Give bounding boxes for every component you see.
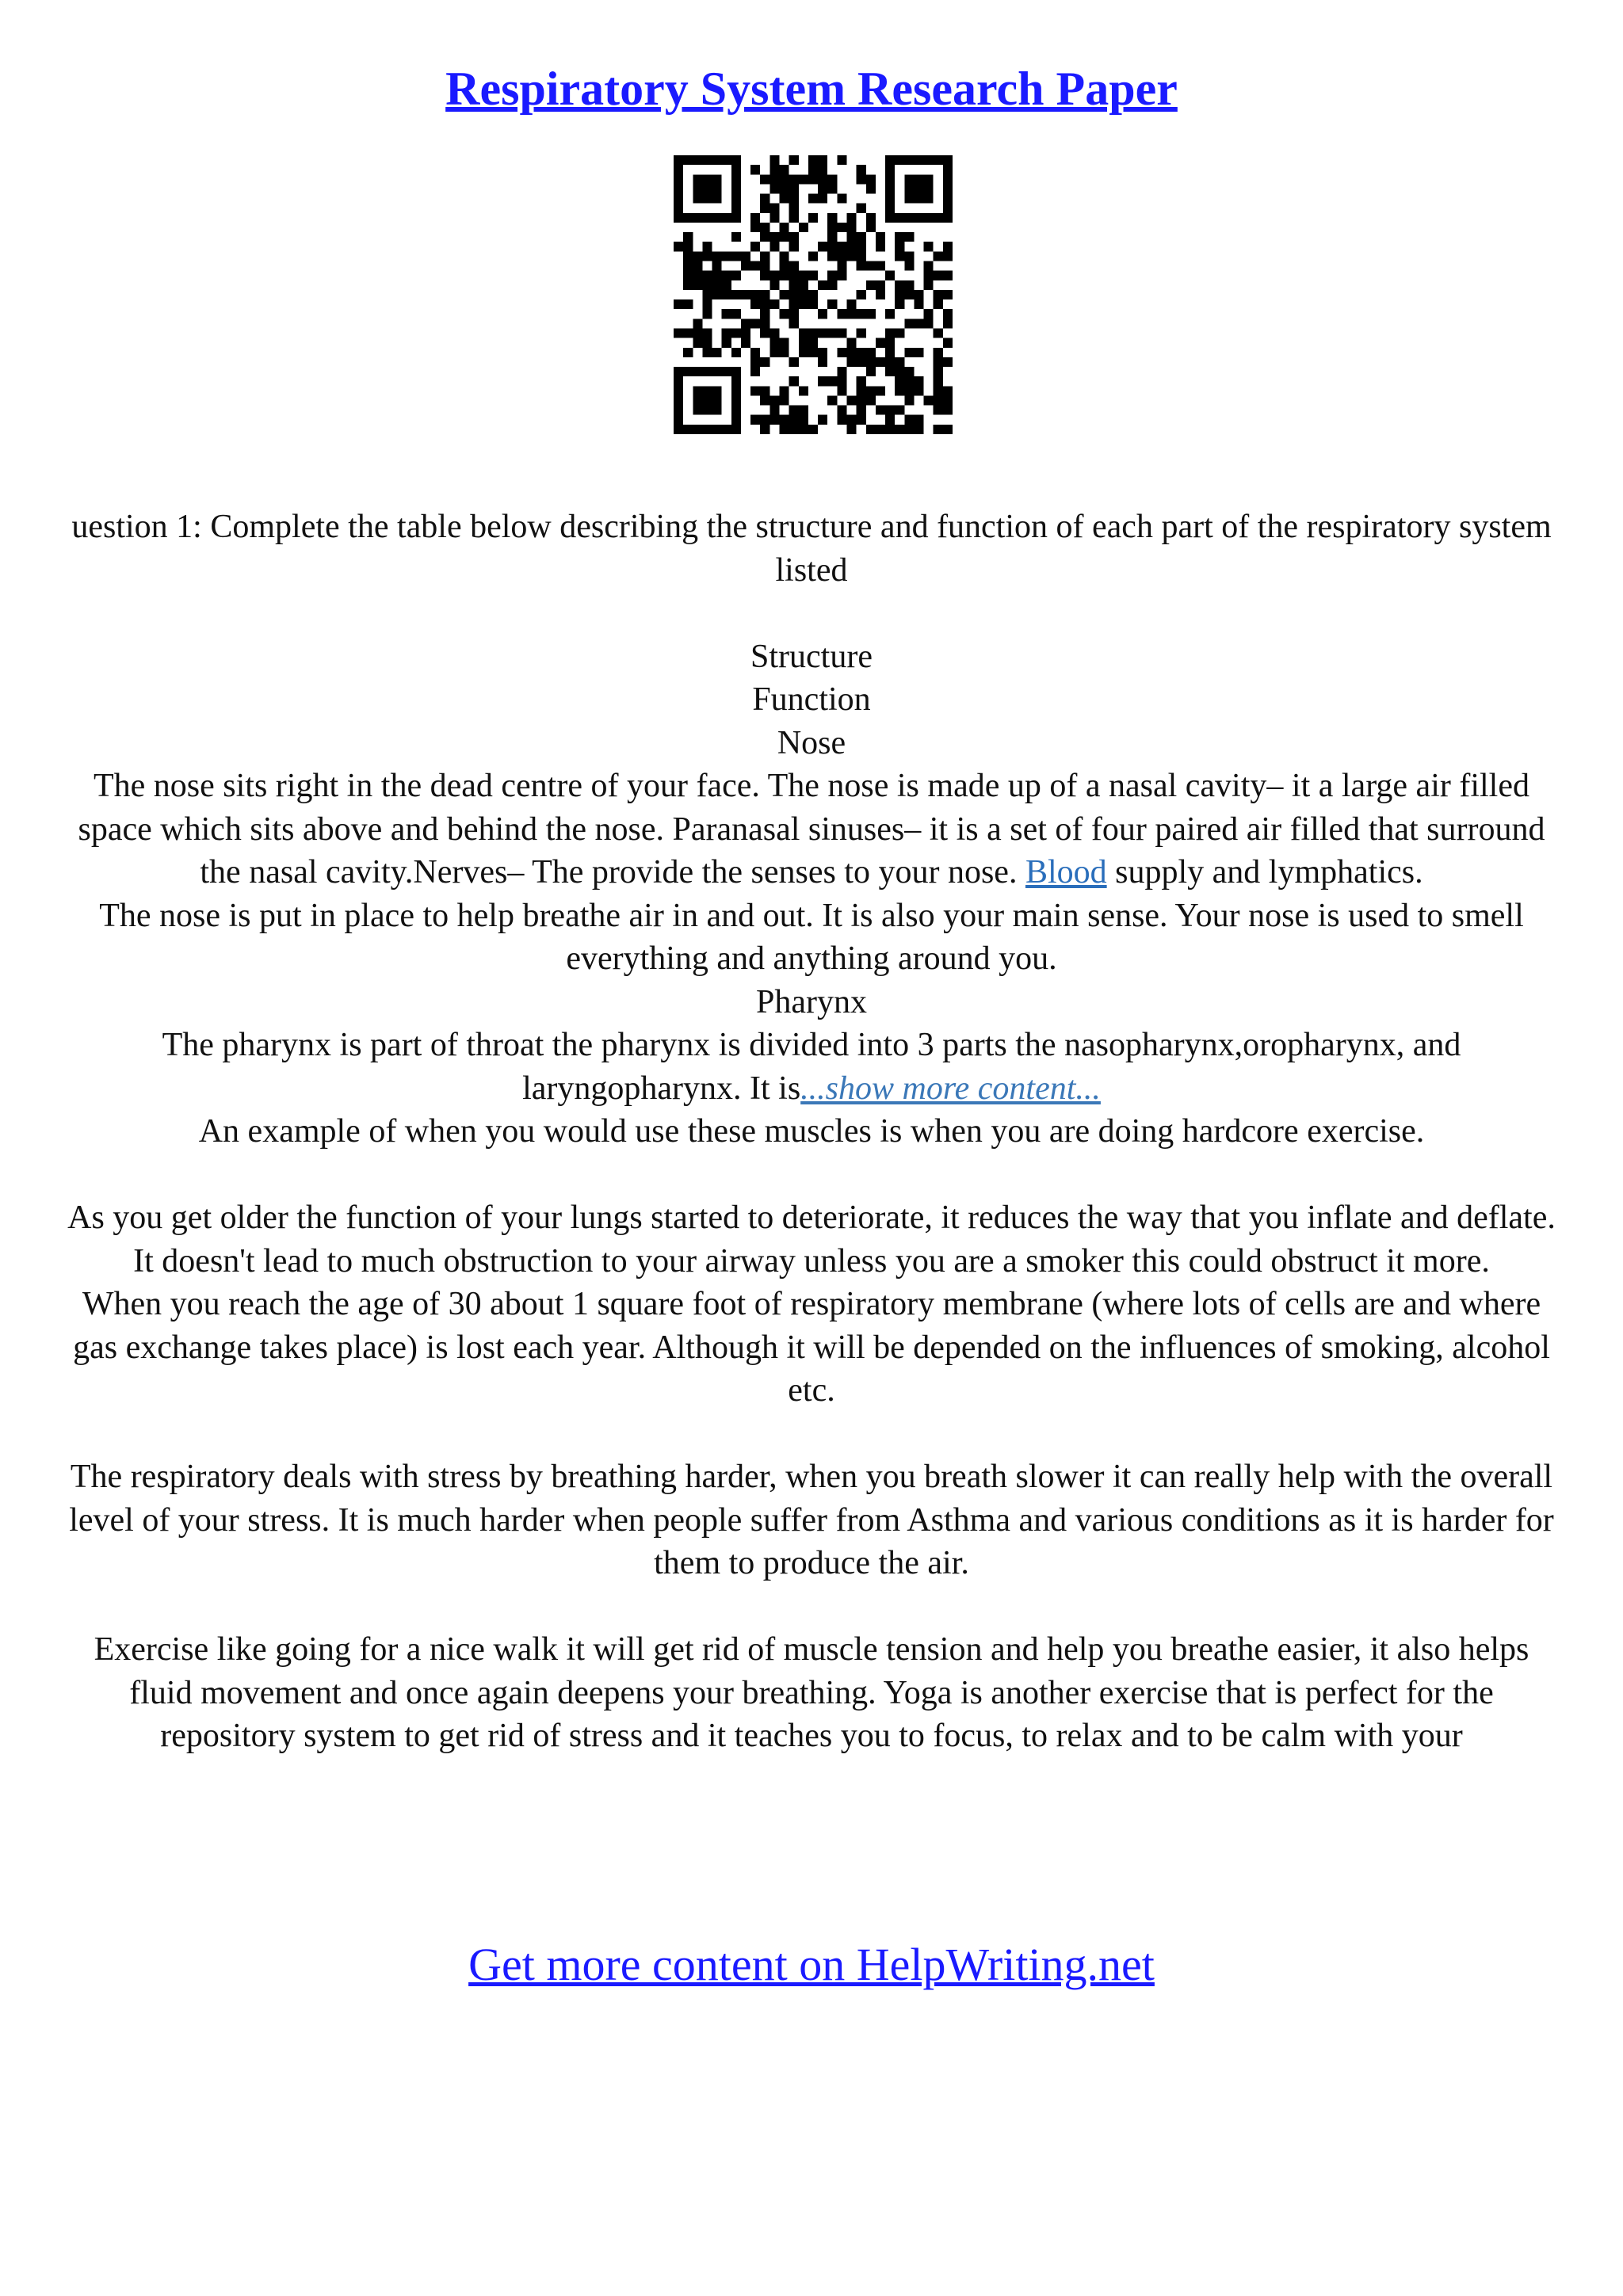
stress-paragraph: The respiratory deals with stress by breathing harder, when you breath slower it can really help with the overall level of your stress. It is much harder when people suffer from Asthma and various conditions as it is harder for them to produce the air. xyxy=(69,1459,1554,1581)
paragraph-gap xyxy=(63,1154,1560,1197)
nose-heading: Nose xyxy=(777,724,846,761)
blood-link[interactable]: Blood xyxy=(1025,854,1107,891)
exercise-paragraph: Exercise like going for a nice walk it will get rid of muscle tension and help you breathe easier, it also helps fluid movement and once again deepens your breathing. Yoga is another exercise that is perfect for the repository system to get rid of stress and it teaches you to focus, to relax and to be calm with your xyxy=(94,1631,1529,1754)
paragraph-gap xyxy=(63,1413,1560,1456)
nose-structure-text-b: supply and lymphatics. xyxy=(1106,854,1423,891)
nose-function-paragraph: The nose is put in place to help breathe air in and out. It is also your main sense. Your nose is used to smell everything and anything around you. xyxy=(99,897,1524,977)
helpwriting-link[interactable]: Get more content on HelpWriting.net xyxy=(468,1939,1155,1990)
document-body xyxy=(63,505,1560,1758)
paragraph-gap xyxy=(63,592,1560,635)
pharynx-text: The pharynx is part of throat the pharynx is divided into 3 parts the nasopharynx,oropharynx, and laryngopharynx. It is xyxy=(162,1027,1461,1107)
function-heading: Function xyxy=(752,681,871,718)
question-paragraph: uestion 1: Complete the table below describing the structure and function of each part of the respiratory system listed xyxy=(71,509,1552,589)
show-more-link[interactable]: ...show more content... xyxy=(800,1070,1101,1107)
pharynx-paragraph xyxy=(63,1024,1560,1110)
nose-structure-paragraph xyxy=(63,765,1560,894)
page-title[interactable]: Respiratory System Research Paper xyxy=(445,63,1178,115)
structure-heading: Structure xyxy=(750,638,873,675)
aging-paragraph: As you get older the function of your lungs started to deteriorate, it reduces the way that you inflate and deflate. It doesn't lead to much obstruction to your airway unless you are a smoker this could obstruct it more. xyxy=(67,1199,1556,1280)
age30-paragraph: When you reach the age of 30 about 1 square foot of respiratory membrane (where lots of cells are and where gas exchange takes place) is lost each year. Although it will be depended on the influences of smoking, alcohol etc. xyxy=(73,1286,1550,1409)
qr-code xyxy=(674,155,953,434)
paragraph-gap xyxy=(63,1585,1560,1629)
nose-structure-text-a: The nose sits right in the dead centre of your face. The nose is made up of a nasal cavity– it a large air filled space which sits above and behind the nose. Paranasal sinuses– it is a set of four paired air filled that surround the nasal cavity.Nerves– The provide the senses to your nose. xyxy=(78,768,1545,891)
example-paragraph: An example of when you would use these muscles is when you are doing hardcore exercise. xyxy=(198,1113,1425,1150)
pharynx-heading: Pharynx xyxy=(756,983,867,1020)
